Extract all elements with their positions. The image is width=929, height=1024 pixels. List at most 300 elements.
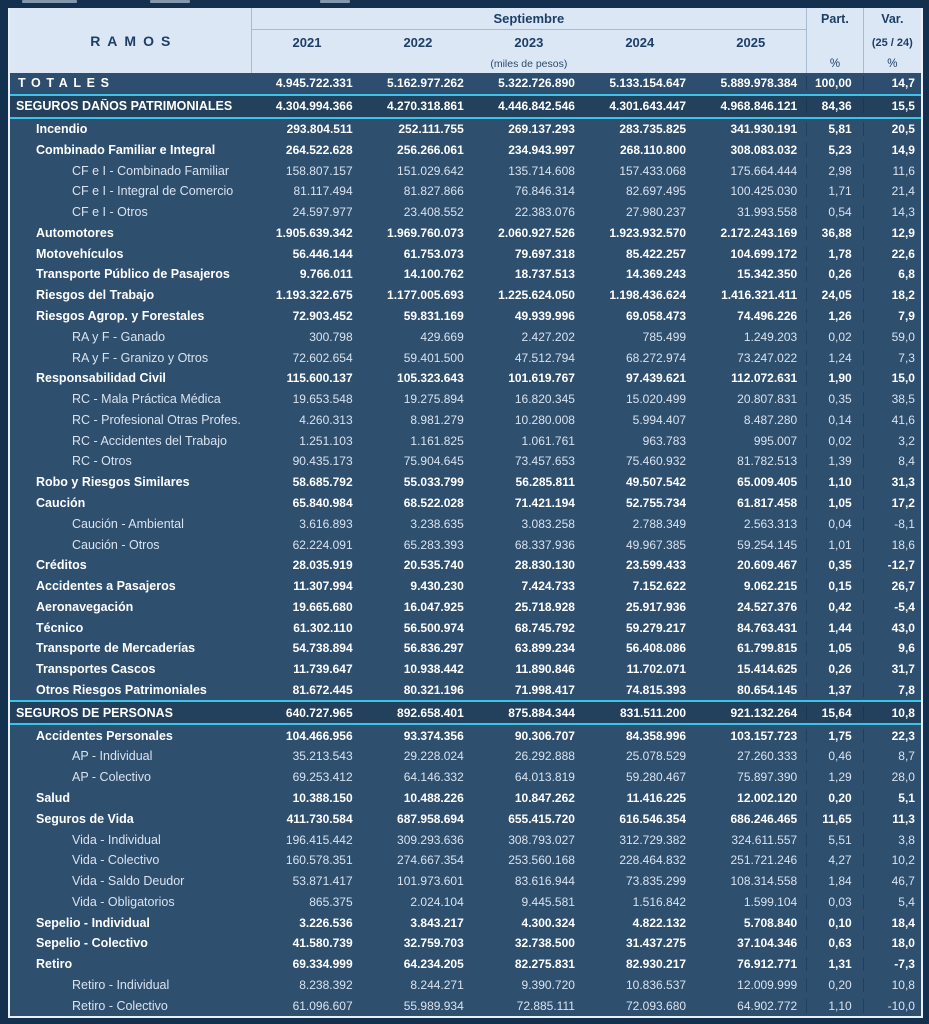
value-cell: 308.793.027: [508, 832, 575, 847]
variation-cell: 22,3: [863, 729, 921, 743]
value-cell: 4.822.132: [632, 915, 687, 930]
row-label: Sepelio - Individual: [36, 915, 150, 930]
table-row: [10, 410, 921, 431]
value-cell: 73.457.653: [514, 454, 575, 469]
value-cell: 90.435.173: [292, 454, 353, 469]
row-label: Salud: [36, 790, 71, 805]
variation-cell: 14,3: [863, 205, 921, 219]
variation-period: (25 / 24): [871, 36, 913, 49]
value-cell: 252.111.755: [398, 121, 464, 136]
participation-cell: 0,10: [806, 916, 862, 930]
value-cell: 2.563.313: [743, 516, 798, 531]
participation-unit: %: [829, 58, 841, 70]
row-label: Retiro: [36, 957, 73, 972]
value-cell: 65.840.984: [292, 496, 353, 511]
participation-cell: 1,10: [806, 475, 862, 489]
value-cell: 4.301.643.447: [609, 99, 687, 114]
value-cell: 253.560.168: [508, 853, 575, 868]
row-label: Retiro - Colectivo: [72, 998, 168, 1013]
variation-cell: 5,1: [863, 791, 921, 805]
value-cell: 158.807.157: [285, 163, 353, 178]
participation-cell: 0,14: [806, 413, 862, 427]
value-cell: 81.672.445: [292, 683, 353, 698]
row-label: Retiro - Individual: [72, 977, 170, 992]
value-cell: 25.078.529: [626, 749, 687, 764]
value-cell: 151.029.642: [397, 163, 464, 178]
variation-cell: 26,7: [863, 579, 921, 593]
value-cell: 73.247.022: [737, 350, 798, 365]
table-body: [10, 73, 921, 1016]
value-cell: 1.161.825: [410, 433, 464, 448]
participation-cell: 5,23: [806, 143, 862, 157]
value-cell: 1.599.104: [743, 894, 798, 909]
value-cell: 875.884.344: [508, 705, 575, 720]
row-label: Incendio: [36, 121, 88, 136]
value-cell: 79.697.318: [514, 246, 575, 261]
value-cell: 175.664.444: [730, 163, 798, 178]
value-cell: 103.157.723: [730, 728, 798, 743]
table-row: [10, 222, 921, 243]
participation-cell: 36,88: [806, 226, 862, 240]
participation-cell: 0,42: [806, 600, 862, 614]
value-cell: 1.923.932.570: [609, 225, 687, 240]
value-cell: 115.600.137: [286, 371, 353, 386]
participation-cell: 0,26: [806, 267, 862, 281]
table-row: [10, 788, 921, 809]
participation-cell: 1,39: [806, 454, 862, 468]
variation-unit: %: [887, 58, 898, 70]
variation-cell: 11,6: [863, 164, 921, 178]
table-row: [10, 513, 921, 534]
value-cell: 61.302.110: [293, 620, 353, 635]
value-cell: 8.244.271: [410, 977, 464, 992]
value-cell: 55.989.934: [403, 998, 464, 1013]
participation-cell: 1,24: [806, 351, 862, 365]
value-cell: 61.096.607: [292, 998, 353, 1013]
table-row: [10, 389, 921, 410]
table-row: [10, 451, 921, 472]
value-cell: 655.415.720: [508, 811, 575, 826]
row-label: Combinado Familiar e Integral: [36, 142, 216, 157]
value-cell: 324.611.557: [731, 832, 798, 847]
value-cell: 80.654.145: [737, 683, 798, 698]
value-cell: 47.512.794: [514, 350, 575, 365]
table-row: [10, 73, 921, 94]
value-cell: 157.433.068: [619, 163, 687, 178]
value-cell: 55.033.799: [403, 475, 464, 490]
value-cell: 49.507.542: [626, 475, 687, 490]
table-row: [10, 808, 921, 829]
table-row: [10, 975, 921, 996]
row-label: Robo y Riesgos Similares: [36, 475, 190, 490]
value-cell: 309.293.636: [397, 832, 464, 847]
variation-cell: 15,5: [863, 99, 921, 113]
value-cell: 308.083.032: [730, 142, 798, 157]
value-cell: 10.847.262: [514, 790, 575, 805]
value-cell: 26.292.888: [514, 749, 575, 764]
value-cell: 640.727.965: [285, 705, 353, 720]
value-cell: 9.445.581: [521, 894, 575, 909]
variation-cell: 5,4: [863, 895, 921, 909]
variation-cell: 46,7: [863, 874, 921, 888]
value-cell: 293.804.511: [286, 121, 353, 136]
value-cell: 59.254.145: [737, 537, 798, 552]
variation-cell: 18,6: [863, 538, 921, 552]
value-cell: 52.755.734: [626, 496, 687, 511]
variation-cell: 18,2: [863, 288, 921, 302]
table-row: [10, 264, 921, 285]
value-cell: 85.422.257: [626, 246, 687, 261]
value-cell: 10.938.442: [403, 662, 464, 677]
value-cell: 32.738.500: [514, 936, 575, 951]
value-cell: 300.798: [309, 329, 353, 344]
value-cell: 9.766.011: [299, 267, 353, 282]
participation-label: Part.: [821, 12, 849, 26]
row-label: Accidentes a Pasajeros: [36, 579, 176, 594]
value-cell: 28.830.130: [514, 558, 575, 573]
variation-cell: 18,4: [863, 916, 921, 930]
variation-cell: 18,0: [863, 936, 921, 950]
top-crop-strip: [0, 0, 929, 8]
value-cell: 274.667.354: [397, 853, 464, 868]
table-row: [10, 326, 921, 347]
row-label: Otros Riesgos Patrimoniales: [36, 683, 207, 698]
unit-note: (miles de pesos): [490, 58, 568, 70]
variation-cell: 38,5: [863, 392, 921, 406]
participation-cell: 11,65: [806, 812, 862, 826]
value-cell: 100.425.030: [730, 184, 798, 199]
value-cell: 15.342.350: [737, 267, 798, 282]
participation-cell: 0,03: [806, 895, 862, 909]
value-cell: 64.146.332: [403, 770, 464, 785]
participation-cell: 1,05: [806, 641, 862, 655]
row-label: Riesgos del Trabajo: [36, 288, 155, 303]
value-cell: 72.602.654: [292, 350, 353, 365]
participation-spacer: [807, 30, 862, 55]
value-cell: 59.279.217: [626, 620, 687, 635]
row-label: Vida - Individual: [72, 832, 161, 847]
participation-cell: 24,05: [806, 288, 862, 302]
value-cell: 963.783: [642, 433, 687, 448]
value-cell: 74.496.226: [737, 308, 798, 323]
value-cell: 11.890.846: [515, 662, 575, 677]
value-cell: 76.846.314: [514, 184, 575, 199]
variation-cell: 7,8: [863, 683, 921, 697]
value-cell: 73.835.299: [626, 874, 687, 889]
variation-cell: 8,4: [863, 454, 921, 468]
value-cell: 35.213.543: [292, 749, 353, 764]
value-cell: 27.260.333: [737, 749, 798, 764]
value-cell: 16.820.345: [514, 392, 575, 407]
table-row: [10, 597, 921, 618]
variation-cell: 31,3: [863, 475, 921, 489]
row-label: Créditos: [36, 558, 87, 573]
value-cell: 5.708.840: [743, 915, 798, 930]
table-row: [10, 534, 921, 555]
value-cell: 429.669: [420, 329, 464, 344]
value-cell: 104.466.956: [285, 728, 353, 743]
value-cell: 1.061.761: [521, 433, 575, 448]
value-cell: 8.981.279: [410, 412, 464, 427]
row-label: SEGUROS DAÑOS PATRIMONIALES: [16, 99, 233, 114]
value-cell: 10.388.150: [292, 790, 353, 805]
value-cell: 20.609.467: [737, 558, 798, 573]
table-row: [10, 767, 921, 788]
value-cell: 892.658.401: [397, 705, 464, 720]
value-cell: 97.439.621: [626, 371, 687, 386]
value-cell: 5.162.977.262: [387, 76, 464, 91]
value-cell: 72.903.452: [292, 308, 353, 323]
value-cell: 28.035.919: [292, 558, 353, 573]
table-row: [10, 493, 921, 514]
variation-cell: 7,9: [863, 309, 921, 323]
value-cell: 104.699.172: [730, 246, 798, 261]
value-cell: 921.132.264: [730, 705, 798, 720]
row-label: Caución - Otros: [72, 537, 160, 552]
value-cell: 61.817.458: [737, 496, 798, 511]
table-row: [10, 347, 921, 368]
period-label: Septiembre: [252, 8, 807, 30]
table-row: [10, 119, 921, 140]
value-cell: 80.321.196: [403, 683, 464, 698]
table-row: [10, 700, 921, 725]
value-cell: 256.266.061: [397, 142, 464, 157]
value-cell: 68.745.792: [514, 620, 575, 635]
row-label: Vida - Colectivo: [72, 853, 160, 868]
value-cell: 831.511.200: [619, 705, 687, 720]
value-cell: 19.653.548: [292, 392, 353, 407]
row-label: Motovehículos: [36, 246, 124, 261]
value-cell: 25.917.936: [626, 599, 687, 614]
variation-cell: 22,6: [863, 247, 921, 261]
variation-cell: 59,0: [863, 330, 921, 344]
column-header-ramos: RAMOS: [90, 32, 178, 49]
participation-cell: 1,29: [806, 770, 862, 784]
value-cell: 10.488.226: [403, 790, 464, 805]
value-cell: 1.249.203: [743, 329, 798, 344]
table-row: [10, 202, 921, 223]
value-cell: 268.110.800: [619, 142, 687, 157]
variation-cell: -7,3: [863, 957, 921, 971]
value-cell: 59.831.169: [403, 308, 464, 323]
value-cell: 4.446.842.546: [498, 99, 575, 114]
table-row: [10, 954, 921, 975]
row-label: RC - Profesional Otras Profes.: [72, 412, 241, 427]
value-cell: 785.499: [642, 329, 687, 344]
participation-cell: 84,36: [806, 99, 862, 113]
value-cell: 76.912.771: [737, 957, 798, 972]
table-row: [10, 243, 921, 264]
table-row: [10, 94, 921, 119]
value-cell: 269.137.293: [508, 121, 575, 136]
row-label: TOTALES: [18, 76, 115, 91]
cropped-text-artifact: [22, 0, 77, 3]
value-cell: 14.369.243: [626, 267, 687, 282]
value-cell: 7.424.733: [521, 579, 575, 594]
value-cell: 82.697.495: [626, 184, 687, 199]
participation-cell: 1,90: [806, 371, 862, 385]
value-cell: 68.337.936: [514, 537, 575, 552]
value-cell: 49.939.996: [514, 308, 575, 323]
year-headers-row: [252, 30, 807, 55]
row-label: Técnico: [36, 620, 84, 635]
participation-cell: 5,81: [806, 122, 862, 136]
value-cell: 56.446.144: [292, 246, 353, 261]
value-cell: 29.228.024: [403, 749, 464, 764]
row-label: Riesgos Agrop. y Forestales: [36, 308, 205, 323]
value-cell: 196.415.442: [285, 832, 353, 847]
value-cell: 11.739.647: [293, 662, 353, 677]
value-cell: 1.193.322.675: [275, 288, 353, 303]
participation-cell: 0,35: [806, 392, 862, 406]
row-label: Caución - Ambiental: [72, 516, 184, 531]
value-cell: 15.020.499: [626, 392, 687, 407]
value-cell: 65.009.405: [737, 475, 798, 490]
row-label: Accidentes Personales: [36, 728, 173, 743]
variation-cell: 10,8: [863, 706, 921, 720]
participation-cell: 1,84: [806, 874, 862, 888]
table-row: [10, 306, 921, 327]
value-cell: 616.546.354: [619, 811, 687, 826]
column-group-septiembre: [251, 8, 807, 73]
column-header-participation: [806, 8, 862, 73]
participation-cell: 4,27: [806, 853, 862, 867]
value-cell: 1.416.321.411: [721, 288, 798, 303]
table-row: [10, 871, 921, 892]
participation-cell: 15,64: [806, 706, 862, 720]
row-label: AP - Colectivo: [72, 770, 151, 785]
row-label: Transporte de Mercaderías: [36, 641, 196, 656]
column-header-variation: [863, 8, 921, 73]
value-cell: 101.973.601: [397, 874, 464, 889]
column-header-2024: 2024: [625, 35, 655, 50]
value-cell: 135.714.608: [508, 163, 575, 178]
participation-cell: 1,78: [806, 247, 862, 261]
value-cell: 264.522.628: [285, 142, 353, 157]
participation-cell: 0,02: [806, 434, 862, 448]
participation-cell: 1,10: [806, 999, 862, 1013]
table-row: [10, 746, 921, 767]
variation-cell: 8,7: [863, 749, 921, 763]
value-cell: 62.224.091: [292, 537, 353, 552]
table-row: [10, 680, 921, 701]
value-cell: 995.007: [753, 433, 798, 448]
value-cell: 2.788.349: [632, 516, 687, 531]
table-row: [10, 472, 921, 493]
value-cell: 61.799.815: [737, 641, 798, 656]
value-cell: 71.421.194: [514, 496, 575, 511]
value-cell: 341.930.191: [730, 121, 798, 136]
table-row: [10, 368, 921, 389]
value-cell: 283.735.825: [619, 121, 687, 136]
value-cell: 10.280.008: [514, 412, 575, 427]
table-row: [10, 576, 921, 597]
value-cell: 15.414.625: [737, 662, 798, 677]
value-cell: 32.759.703: [403, 936, 464, 951]
value-cell: 22.383.076: [514, 205, 575, 220]
value-cell: 61.753.073: [403, 246, 464, 261]
participation-cell: 0,46: [806, 749, 862, 763]
value-cell: 84.763.431: [737, 620, 798, 635]
table-row: [10, 617, 921, 638]
participation-cell: 0,35: [806, 558, 862, 572]
variation-cell: 3,2: [863, 434, 921, 448]
value-cell: 4.260.313: [299, 412, 353, 427]
value-cell: 1.225.624.050: [498, 288, 575, 303]
table-row: [10, 829, 921, 850]
value-cell: 81.782.513: [737, 454, 798, 469]
value-cell: 5.322.726.890: [498, 76, 575, 91]
value-cell: 56.285.811: [515, 475, 575, 490]
value-cell: 1.251.103: [299, 433, 353, 448]
participation-cell: 2,98: [806, 164, 862, 178]
row-label: CF e I - Otros: [72, 205, 148, 220]
cropped-text-artifact: [150, 0, 190, 3]
value-cell: 12.002.120: [737, 790, 798, 805]
table-row: [10, 139, 921, 160]
value-cell: 72.093.680: [626, 998, 687, 1013]
value-cell: 83.616.944: [514, 874, 575, 889]
value-cell: 9.430.230: [410, 579, 464, 594]
variation-cell: 41,6: [863, 413, 921, 427]
row-label: RA y F - Ganado: [72, 329, 166, 344]
participation-cell: 1,26: [806, 309, 862, 323]
value-cell: 11.702.071: [626, 662, 687, 677]
participation-cell: 1,75: [806, 729, 862, 743]
value-cell: 5.133.154.647: [609, 76, 687, 91]
value-cell: 3.843.217: [410, 915, 464, 930]
table-row: [10, 995, 921, 1016]
value-cell: 68.522.028: [403, 496, 464, 511]
value-cell: 75.897.390: [737, 770, 798, 785]
row-label: RC - Otros: [72, 454, 132, 469]
value-cell: 9.390.720: [521, 977, 575, 992]
value-cell: 81.827.866: [403, 184, 464, 199]
table-row: [10, 160, 921, 181]
participation-cell: 100,00: [806, 76, 862, 90]
value-cell: 24.597.977: [292, 205, 353, 220]
value-cell: 81.117.494: [293, 184, 353, 199]
variation-cell: 10,2: [863, 853, 921, 867]
value-cell: 56.408.086: [626, 641, 687, 656]
row-label: Vida - Saldo Deudor: [72, 874, 185, 889]
value-cell: 4.300.324: [521, 915, 575, 930]
row-label: RC - Mala Práctica Médica: [72, 392, 221, 407]
value-cell: 19.665.680: [292, 599, 353, 614]
value-cell: 234.943.997: [508, 142, 575, 157]
participation-cell: 0,20: [806, 791, 862, 805]
value-cell: 10.836.537: [626, 977, 687, 992]
value-cell: 37.104.346: [737, 936, 798, 951]
variation-cell: 28,0: [863, 770, 921, 784]
table-row: [10, 891, 921, 912]
row-label: SEGUROS DE PERSONAS: [16, 705, 173, 720]
value-cell: 160.578.351: [285, 853, 353, 868]
table-row: [10, 659, 921, 680]
value-cell: 11.307.994: [293, 579, 353, 594]
table-row: [10, 430, 921, 451]
row-label: Sepelio - Colectivo: [36, 936, 148, 951]
participation-cell: 0,15: [806, 579, 862, 593]
participation-cell: 0,04: [806, 517, 862, 531]
table-row: [10, 181, 921, 202]
row-label: CF e I - Combinado Familiar: [72, 163, 229, 178]
value-cell: 686.246.465: [730, 811, 798, 826]
variation-cell: 3,8: [863, 833, 921, 847]
variation-cell: 20,5: [863, 122, 921, 136]
row-label: AP - Individual: [72, 749, 153, 764]
variation-cell: -10,0: [863, 999, 921, 1013]
